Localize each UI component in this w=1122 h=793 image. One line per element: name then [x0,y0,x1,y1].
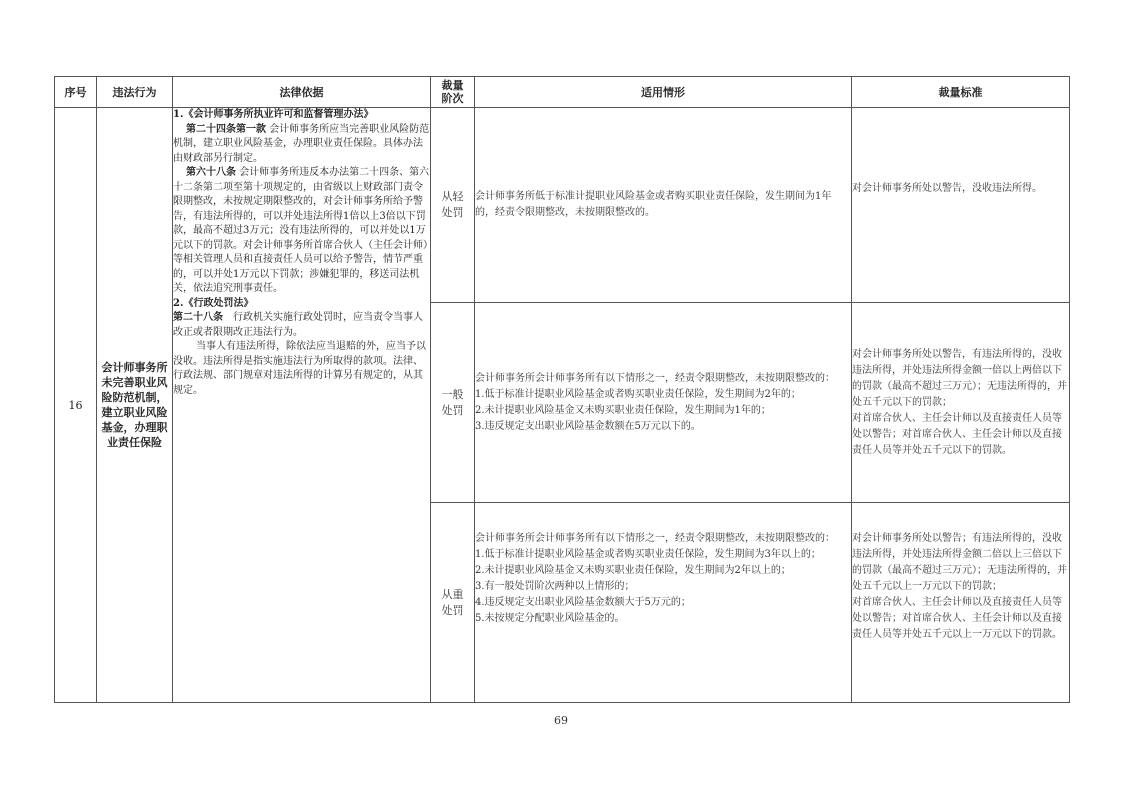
law-title-1: 1.《会计师事务所执业许可和监督管理办法》 [173,109,374,120]
header-standard: 裁量标准 [852,77,1070,108]
standard-heavy-line: 对会计师事务所处以警告；有违法所得的，没收违法所得，并处违法所得金额二倍以上三倍以下的罚款（最高不超过三万元）；无违法所得的，并处五千元以上一万元以下的罚款； [852,533,1067,592]
table-row [55,108,1070,303]
level-heavy-text: 从重处罚 [441,587,464,617]
situation-heavy-line: 2.未计提职业风险基金又未购买职业责任保险，发生期间为2年以上的； [475,565,791,576]
law-article-3-head: 第二十八条 [173,312,223,323]
standard-light [852,108,1070,303]
level-general [431,303,475,503]
law-article-3-text-2: 当事人有违法所得，除依法应当退赔的外，应当予以没收。违法所得是指实施违法行为所取得的款项。法律、行政法规、部门规章对违法所得的计算另有规定的，从其规定。 [173,341,426,396]
law-title-2: 2.《行政处罚法》 [173,297,254,309]
legal-basis [173,108,431,703]
header-act: 违法行为 [97,77,173,108]
header-row [55,77,1070,108]
law-article-2-head: 第六十八条 [186,167,236,178]
header-level-text: 裁量阶次 [441,79,464,105]
situation-heavy [475,503,852,703]
standard-general-line: 对会计师事务所处以警告，有违法所得的，没收违法所得，并处违法所得金额一倍以上两倍以下的罚款（最高不超过三万元）；无违法所得的，并处五千元以下的罚款； [852,348,1067,408]
situation-general-line: 1.低于标准计提职业风险基金或者购买职业责任保险，发生期间为2年的； [475,388,801,400]
standard-general [852,303,1070,503]
level-light-text: 从轻处罚 [441,190,464,219]
situation-heavy-line: 会计师事务所会计师事务所有以下情形之一，经责令限期整改，未按期限整改的： [475,533,835,544]
situation-light-line: 会计师事务所低于标准计提职业风险基金或者购买职业责任保险，发生期间为1年的，经责令限期整改，未按期限整改的。 [475,191,832,218]
situation-general-line: 会计师事务所会计师事务所有以下情形之一，经责令限期整改，未按期限整改的： [475,372,835,384]
standard-heavy-line: 对首席合伙人、主任会计师以及直接责任人员等处以警告；对首席合伙人、主任会计师以及直接责任人员等并处五千元以上一万元以下的罚款。 [852,597,1062,640]
situation-general-line: 2.未计提职业风险基金又未购买职业责任保险，发生期间为1年的； [475,404,771,416]
page-number: 69 [554,714,568,727]
level-heavy [431,503,475,703]
situation-heavy-line: 3.有一般处罚阶次两种以上情形的； [475,581,635,592]
situation-heavy-line: 1.低于标准计提职业风险基金或者购买职业责任保险，发生期间为3年以上的； [475,549,821,560]
standard-general-line: 对首席合伙人、主任会计师以及直接责任人员等处以警告；对首席合伙人、主任会计师以及直接责任人员等并处五千元以下的罚款。 [852,412,1062,456]
situation-general-line: 3.违反规定支出职业风险基金数额在5万元以下的。 [475,420,701,432]
header-situation: 适用情形 [475,77,852,108]
level-light [431,108,475,303]
level-general-text: 一般处罚 [441,387,464,417]
header-no: 序号 [55,77,97,108]
standard-light-line: 对会计师事务所处以警告，没收违法所得。 [852,183,1042,194]
situation-general [475,303,852,503]
row-number: 16 [55,108,97,703]
law-article-2-text: 会计师事务所违反本办法第二十四条、第六十二条第二项至第十项规定的，由省级以上财政部门责令限期整改，未按规定期限整改的，对会计师事务所给予警告，有违法所得的，可以并处违法所得1倍以上3倍以下罚款，最高不超过3万元；没有违法所得的，可以并处以1万元以下的罚款。对会计师事务所首席合伙人（主任会计师）等相关管理人员和直接责任人员可以给予警告，情节严重的，可以并处1万元以下罚款；涉嫌犯罪的，移送司法机关，依法追究刑事责任。 [173,167,430,294]
situation-heavy-line: 4.违反规定支出职业风险基金数额大于5万元的； [475,597,691,608]
header-law: 法律依据 [173,77,431,108]
header-level [431,77,475,108]
standard-heavy [852,503,1070,703]
law-article-1-text: 会计师事务所应当完善职业风险防范机制，建立职业风险基金，办理职业责任保险。具体办法由财政部另行制定。 [173,123,430,164]
law-article-1-head: 第二十四条第一款 [186,123,266,135]
law-article-3-text: 行政机关实施行政处罚时，应当责令当事人改正或者限期改正违法行为。 [173,312,423,338]
situation-heavy-line: 5.未按规定分配职业风险基金的。 [475,613,625,624]
penalty-standards-table [54,76,1070,703]
violation-act: 会计师事务所未完善职业风险防范机制，建立职业风险基金，办理职业责任保险 [97,108,173,703]
situation-light [475,108,852,303]
